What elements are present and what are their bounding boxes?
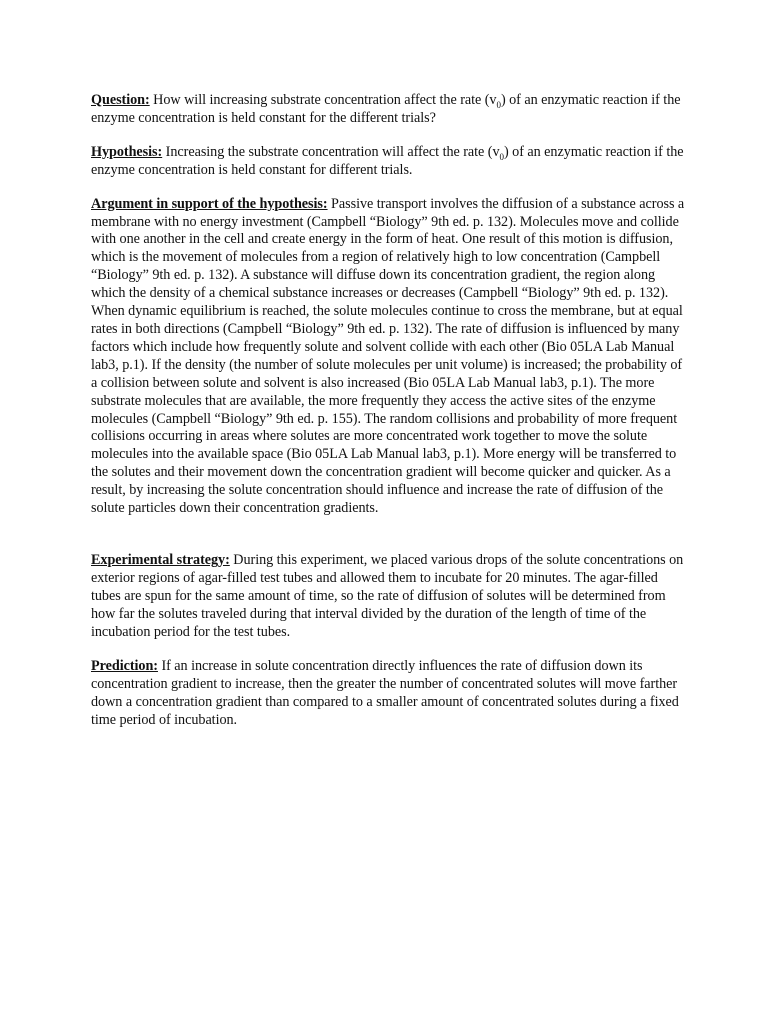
argument-paragraph <box>91 196 691 518</box>
question-subscript: 0 <box>496 99 501 110</box>
hypothesis-subscript: 0 <box>499 151 504 162</box>
question-text-end: ) of an enzymatic reaction if the enzyme concentration is held constant for the different trials? <box>91 92 681 126</box>
argument-label: Argument in support of the hypothesis: <box>91 195 328 212</box>
prediction-paragraph <box>91 658 691 730</box>
hypothesis-text-end: ) of an enzymatic reaction if the enzyme concentration is held constant for different trials. <box>91 143 684 178</box>
document-page <box>91 92 691 730</box>
hypothesis-paragraph <box>91 144 691 180</box>
experimental-strategy-paragraph <box>91 552 691 642</box>
prediction-label: Prediction: <box>91 658 158 675</box>
question-paragraph <box>91 92 691 128</box>
hypothesis-text-start: Increasing the substrate concentration will affect the rate (v <box>162 143 500 160</box>
experimental-strategy-label: Experimental strategy: <box>91 551 230 568</box>
hypothesis-label: Hypothesis: <box>91 143 163 160</box>
question-label: Question: <box>91 92 150 108</box>
experimental-strategy-text: During this experiment, we placed various drops of the solute concentrations on exterior regions of agar-filled test tubes and allowed them to incubate for 20 minutes. The agar-filled tubes are spun for the same amount of time, so the rate of diffusion of solutes will be determined from how far the solutes traveled during that interval divided by the duration of the length of time of the incubation period for the test tubes. <box>91 551 684 640</box>
argument-text: Passive transport involves the diffusion of a substance across a membrane with no energy investment (Campbell “Biology” 9th ed. p. 132). Molecules move and collide with one another in the cell and create energy in the form of heat. One result of this motion is diffusion, which is the movement of molecules from a region of relatively high to low concentration (Campbell “Biology” 9th ed. p. 132). A substance will diffuse down its concentration gradient, the region along which the density of a chemical substance increases or decreases (Campbell “Biology” 9th ed. p. 132). When dynamic equilibrium is reached, the solute molecules continue to cross the membrane, but at equal rates in both directions (Campbell “Biology” 9th ed. p. 132). The rate of diffusion is influenced by many factors which include how frequently solute and solvent collide with each other (Bio 05LA Lab Manual lab3, p.1). If the density (the number of solute molecules per unit volume) is increased; the probability of a collision between solute and solvent is also increased (Bio 05LA Lab Manual lab3, p.1). The more substrate molecules that are available, the more frequently they access the active sites of the enzyme molecules (Campbell “Biology” 9th ed. p. 155). The random collisions and probability of more frequent collisions occurring in areas where solutes are more concentrated work together to move the solute molecules into the available space (Bio 05LA Lab Manual lab3, p.1). More energy will be transferred to the solutes and their movement down the concentration gradient will become quicker and quicker. As a result, by increasing the solute concentration should influence and increase the rate of diffusion of the solute particles down their concentration gradients. <box>91 195 685 517</box>
question-text-start: How will increasing substrate concentration affect the rate (v <box>149 92 497 108</box>
prediction-text: If an increase in solute concentration directly influences the rate of diffusion down its concentration gradient to increase, then the greater the number of concentrated solutes will move farther down a concentration gradient than compared to a smaller amount of concentrated solutes during a fixed time period of incubation. <box>91 658 679 729</box>
